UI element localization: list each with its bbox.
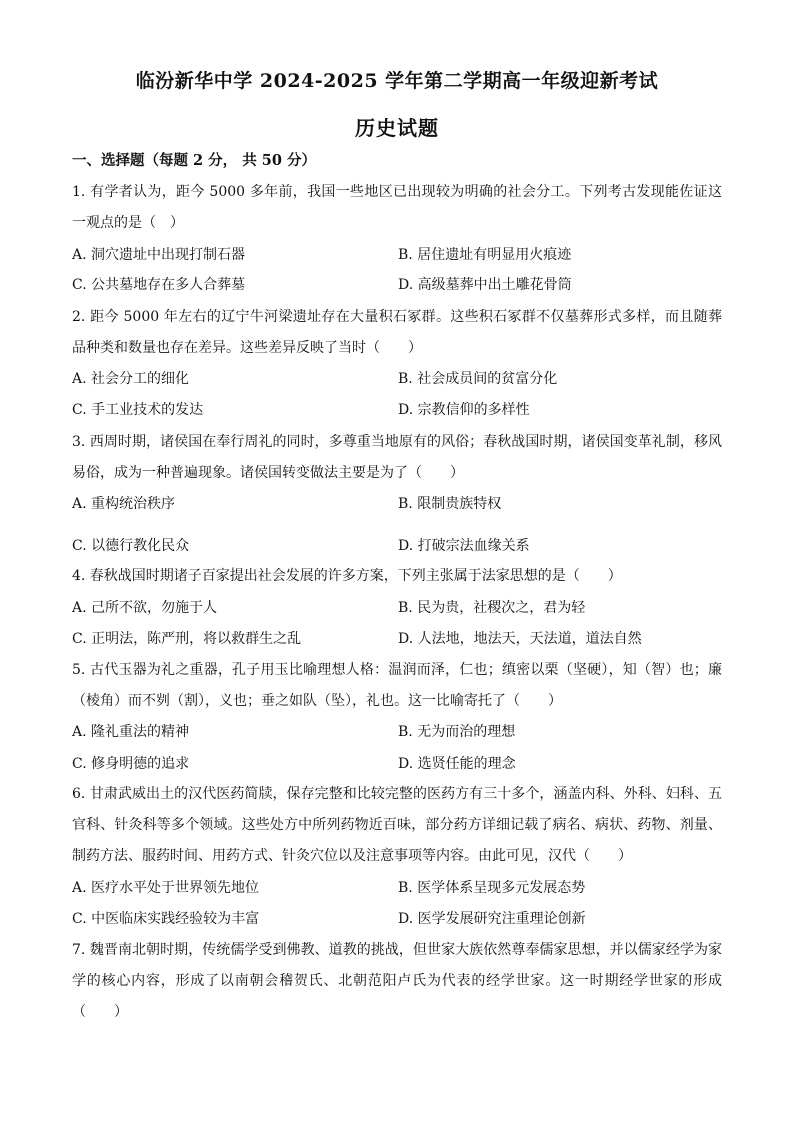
- question-4-option-b: B. 民为贵，社稷次之，君为轻: [398, 600, 586, 616]
- question-4-option-a: A. 己所不欲，勿施于人: [72, 600, 218, 616]
- question-3-option-a: A. 重构统治秩序: [72, 496, 176, 512]
- question-3-option-d: D. 打破宗法血缘关系: [398, 538, 530, 554]
- question-1-option-d: D. 高级墓葬中出土雕花骨筒: [398, 277, 572, 293]
- question-4-stem: 4. 春秋战国时期诸子百家提出社会发展的许多方案，下列主张属于法家思想的是（ ）: [72, 568, 622, 584]
- question-4-option-d: D. 人法地，地法天，天法道，道法自然: [398, 631, 642, 647]
- question-1-option-c: C. 公共墓地存在多人合葬墓: [72, 277, 246, 293]
- question-2-option-b: B. 社会成员间的贫富分化: [398, 371, 558, 387]
- question-1-option-a: A. 洞穴遗址中出现打制石器: [72, 247, 246, 263]
- question-2-stem: 2. 距今 5000 年左右的辽宁牛河梁遗址存在大量积石冢群。这些积石冢群不仅墓葬形式多样，而且随葬品种类和数量也存在差异。这些差异反映了当时（ ）: [72, 309, 722, 356]
- question-7-stem: 7. 魏晋南北朝时期，传统儒学受到佛教、道教的挑战，但世家大族依然尊奉儒家思想，并以儒家经学为家学的核心内容，形成了以南朝会稽贺氏、北朝范阳卢氏为代表的经学世家。这一时期经学世家的形成（ ）: [72, 942, 722, 1020]
- question-6-option-d: D. 医学发展研究注重理论创新: [398, 911, 586, 927]
- question-3-option-c: C. 以德行教化民众: [72, 538, 190, 554]
- question-6-stem: 6. 甘肃武威出土的汉代医药简牍，保存完整和比较完整的医药方有三十多个，涵盖内科、外科、妇科、五官科、针灸科等多个领域。这些处方中所列药物近百味，部分药方详细记载了病名、病状、药物、剂量、制药方法、服药时间、用药方式、针灸穴位以及注意事项等内容。由此可见，汉代（ ）: [72, 786, 722, 864]
- section-heading: 一、选择题（每题 2 分， 共 50 分）: [72, 152, 317, 169]
- question-5-option-a: A. 隆礼重法的精神: [72, 724, 190, 740]
- question-3-stem: 3. 西周时期，诸侯国在奉行周礼的同时，多尊重当地原有的风俗；春秋战国时期，诸侯国变革礼制，移风易俗，成为一种普遍现象。诸侯国转变做法主要是为了（ ）: [72, 434, 722, 481]
- question-4-option-c: C. 正明法，陈严刑，将以救群生之乱: [72, 631, 302, 647]
- question-5-stem: 5. 古代玉器为礼之重器，孔子用玉比喻理想人格：温润而泽，仁也；缜密以栗（坚硬），知（智）也；廉（棱角）而不刿（割），义也；垂之如队（坠），礼也。这一比喻寄托了（ ）: [72, 662, 722, 709]
- question-6-option-a: A. 医疗水平处于世界领先地位: [72, 880, 260, 896]
- question-5-option-c: C. 修身明德的追求: [72, 756, 190, 772]
- question-2-option-d: D. 宗教信仰的多样性: [398, 402, 530, 418]
- question-5-option-d: D. 选贤任能的理念: [398, 756, 516, 772]
- question-3-option-b: B. 限制贵族特权: [398, 496, 502, 512]
- question-5-option-b: B. 无为而治的理想: [398, 724, 516, 740]
- question-1-stem: 1. 有学者认为，距今 5000 多年前，我国一些地区已出现较为明确的社会分工。下列考古发现能佐证这一观点的是（ ）: [72, 184, 722, 231]
- question-2-option-c: C. 手工业技术的发达: [72, 402, 204, 418]
- question-1-option-b: B. 居住遗址有明显用火痕迹: [398, 247, 572, 263]
- exam-subject: 历史试题: [355, 116, 439, 140]
- question-6-option-c: C. 中医临床实践经验较为丰富: [72, 911, 260, 927]
- exam-title: 临汾新华中学 2024-2025 学年第二学期高一年级迎新考试: [135, 70, 659, 92]
- question-6-option-b: B. 医学体系呈现多元发展态势: [398, 880, 586, 896]
- question-2-option-a: A. 社会分工的细化: [72, 371, 190, 387]
